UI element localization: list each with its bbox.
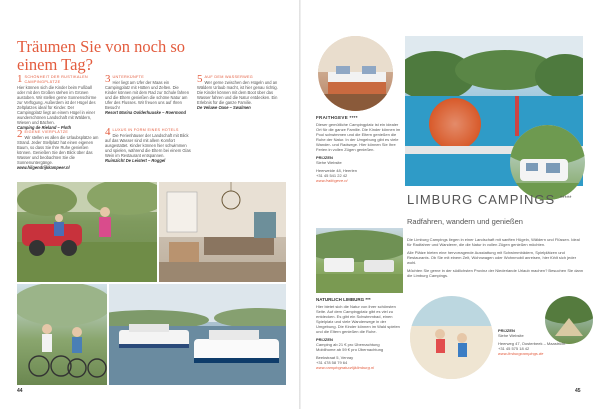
page-number-right: 45 [575,388,581,394]
natur-body: Hier bietet sich die Natur von ihrer schönsten Seite. Auf dem Campingplatz gibt es viel zu entdecken. Es gibt ein Schwimmbad, einen Spielplatz und viele Wanderwege in der Umgebung. Die Kinder können im Wald spielen und die Eltern genießen die Ruhe. [316,304,400,334]
limburg-title-text: LIMBURG CAMPINGS [407,192,556,207]
photo-beach-circle [410,296,493,379]
fraithgeve-prices-label: PRIJZEN [316,155,333,160]
photo-garden-kids [17,182,157,282]
tip-body: Wer gerne zwischen den Hügeln und an Wäldern Urlaub macht, ist hier genau richtig. Die Kinder können mit dem Boot über das Wasser fahren und die Natur entdecken. Ein Erlebnis für die ganze Familie. [197,80,278,105]
tip-body: Wir stellen es allen die Urlaubsplätze am Strand. Jeder Stellplatz hat einen eigenen Baum, so dass Sie Ihre Ruhe genießen können. Genießen Sie den Blick über das Wasser und beobachten Sie die Sonnenuntergänge. [17,135,99,165]
section-natur [316,304,403,370]
tip-heading: LUXUS IN FORM EINES HOTELS [112,128,179,132]
tip-3 [105,75,191,115]
natur-phone: +31 478 58 79 64 [316,360,348,365]
tip-heading: SCHÖNHEIT DER RUSTIKALEN CAMPINGPLÄTZE [24,75,88,84]
section-title-fraithgeve: FRAITHGEVE **** [316,115,358,120]
photo-boats [109,284,286,385]
photo-bedroom-circle [318,36,393,111]
limburg-address: Heerweg 47, Oosterbeek – Maastricht [498,341,566,346]
limburg-phone: +31 45 575 18 42 [498,346,530,351]
limburg-title [407,193,572,206]
limburg-paragraph: Alle Plätze bieten eine hervorragende Ausstattung mit Schwimmbädern, Spielplätzen und Restaurants. Ob Sie mit einem Zelt, Wohnwagen oder Wohnmobil anreisen, hier fühlt sich jeder wohl. [407,250,577,265]
fraithgeve-address: Heerweide 48, Heerlen [316,168,357,173]
photo-interior [159,182,286,282]
tip-number: 1 [17,73,23,85]
tip-signature: Camping de Rieland – Ploth [17,125,72,130]
limburg-stars: ***** [559,196,572,202]
natur-price-mobilhome: Mobilhome ab 59 € pro Übernachtung [316,347,384,352]
limburg-paragraph: Möchten Sie gerne in der südlichsten Provinz der Niederlande Urlaub machen? Besuchen Sie dann die Limburg Campings. [407,268,584,278]
tip-heading: UNTERKÜNFTE [112,75,145,79]
page-title: Träumen Sie von noch so einem Tag? [17,37,186,74]
tip-body: Die Ferienhäuser der Landschaft mit Blick auf das Wasser sind mit allem Komfort ausgestattet. Kinder können hier schwimmen und spielen, während die Eltern bei einem Glas Wein im Restaurant entspannen. [105,133,191,158]
limburg-paragraph: Die Limburg Campings liegen in einer Landschaft mit sanften Hügeln, Wäldern und Flüssen. Ideal für Radfahrer und Wanderer, die die Natur in vollen Zügen genießen möchten. [407,237,580,247]
fraithgeve-website-link[interactable]: www.fraithgeve.nl [316,178,348,183]
section-title-natur: NATURLICH LIMBURG *** [316,297,371,302]
tip-2 [17,130,99,170]
tip-signature: De Veluwe Oase – Swalmen [197,105,251,110]
tip-body: Hier liegt am Ufer der Maas ein Campingplatz mit Hütten und Zelten. Die Kinder können mit dem Rad zur Schule fahren und die Eltern genießen die schöne Natur am Ufer des Flusses. Wir freuen uns auf Ihren Besuch! [105,80,189,110]
limburg-website-link[interactable]: www.limburgcampings.de [498,351,544,356]
photo-cycling [17,284,107,385]
tip-heading: AUF DEM WASSERWEG [204,75,254,79]
natur-prices-label: PRIJZEN [316,337,333,342]
limburg-prices-label: PRIJZEN [498,328,515,333]
tip-4 [105,128,191,163]
natur-address: Beekstraat 5, Venray [316,355,354,360]
photo-caravan-circle [510,125,585,200]
tip-body: Hier können sich die Kinder beim Fußball oder mit den Großen stehen im Grünen austoben. Wir stellen gerne Sonnenschirme zur Verfügung. Außerdem ist der Hügel des Zeltplatzes ideal für Kinder. Der Campingplatz liegt an einem Hügel in einer wunderschönen Landschaft mit Wäldern, Wiesen und Bächen. [17,85,97,125]
fraithgeve-phone: +31 45 541 22 42 [316,173,348,178]
fraithgeve-body: Dieser gemütliche Campingplatz ist ein idealer Ort für die ganze Familie. Die Kinder können im Pool schwimmen und die Eltern genießen die Ruhe der Natur. In der Umgebung gibt es viele Wander- und Radwege. Hier können Sie Ihre Ferien in vollen Zügen genießen. [316,122,401,152]
tip-signature: Ruimzicht De Leistert – Roggel [105,158,166,163]
tip-5 [197,75,285,110]
tip-number: 2 [17,128,23,140]
limburg-prices: Siehe Website [498,333,524,338]
tip-number: 3 [105,73,111,85]
photo-camping-field [316,228,403,293]
tip-number: 4 [105,126,111,138]
fraithgeve-prices: Siehe Website [316,160,342,165]
tip-heading: EIGENE VIERPLÄTZE [24,130,69,134]
limburg-subtitle: Radfahren, wandern und genießen [407,217,523,226]
tip-number: 5 [197,73,203,85]
section-fraithgeve [316,122,401,183]
limburg-body [407,237,585,281]
tip-signature: www.hilgendrijkkampeer.nl [17,165,70,170]
tip-1 [17,75,99,130]
tip-signature: Resort Marina Oolderhuuske – Roermond [105,110,186,115]
natur-price-camping: Camping ab 21 € pro Übernachtung [316,342,380,347]
limburg-info [498,328,588,356]
page-number-left: 44 [17,388,23,394]
natur-website-link[interactable]: www.campingnatuurlijklimburg.nl [316,365,375,370]
